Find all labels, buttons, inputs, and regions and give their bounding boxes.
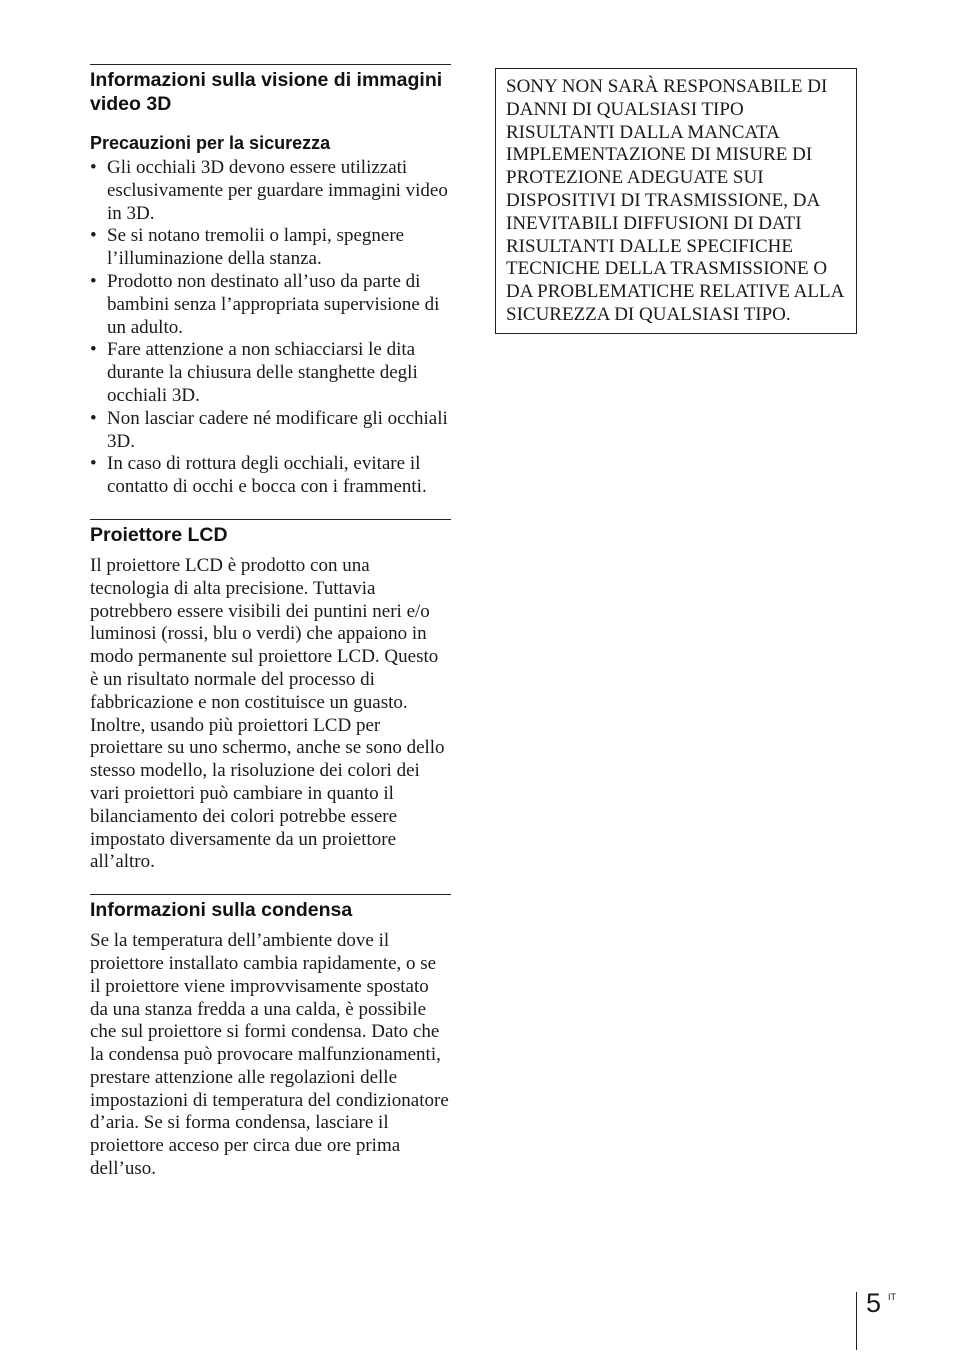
page-number: 5	[866, 1288, 882, 1318]
list-item: • Fare attenzione a non schiacciarsi le dita durante la chiusura delle stanghette degli occhiali 3D.	[90, 339, 451, 407]
section-condensation-body: Se la temperatura dell’ambiente dove il proiettore installato cambia rapidamente, o se il proiettore viene improvvisamente spostato da una stanza fredda a una calda, è possibile che sul proiettore si formi condensa. Dato che la condensa può provocare malfunzionamenti, prestare attenzione alle regolazioni delle impostazioni di temperatura del condizionatore d’aria. Se si forma condensa, lasciare il proiettore acceso per circa due ore prima dell’uso.	[90, 930, 449, 1180]
list-item: • Prodotto non destinato all’uso da parte di bambini senza l’appropriata supervisione di un adulto.	[90, 271, 451, 339]
list-item: • Non lasciar cadere né modificare gli occhiali 3D.	[90, 408, 451, 454]
left-column	[90, 64, 451, 1181]
list-item: • In caso di rottura degli occhiali, evitare il contatto di occhi e bocca con i frammenti.	[90, 453, 451, 499]
section-condensation-title: Informazioni sulla condensa	[90, 899, 353, 922]
section-lcd-projector	[90, 519, 451, 874]
section-lcd-title: Proiettore LCD	[90, 523, 228, 546]
section-3d-title: Informazioni sulla visione di immagini video 3D	[90, 69, 443, 115]
section-lcd-body: Il proiettore LCD è prodotto con una tecnologia di alta precisione. Tuttavia potrebbero essere visibili dei puntini neri e/o luminosi (rossi, blu o verdi) che appaiono in modo permanente sul proiettore LCD. Questo è un risultato normale del processo di fabbricazione e non costituisce un guasto. Inoltre, usando più proiettori LCD per proiettare su uno schermo, anche se sono dello stesso modello, la risoluzione dei colori dei vari proiettori può cambiare in quanto il bilanciamento dei colori potrebbe essere impostato diversamente da un proiettore all’altro.	[90, 554, 445, 873]
liability-notice-box	[495, 68, 857, 334]
list-item: • Gli occhiali 3D devono essere utilizzati esclusivamente per guardare immagini video in 3D.	[90, 157, 451, 225]
list-item: • Se si notano tremolii o lampi, spegnere l’illuminazione della stanza.	[90, 225, 451, 271]
liability-notice-text: SONY NON SARÀ RESPONSABILE DI DANNI DI QUALSIASI TIPO RISULTANTI DALLA MANCATA IMPLEMENTAZIONE DI MISURE DI PROTEZIONE ADEGUATE SUI DISPOSITIVI DI TRASMISSIONE, DA INEVITABILI DIFFUSIONI DI DATI RISULTANTI DALLE SPECIFICHE TECNICHE DELLA TRASMISSIONE O DA PROBLEMATICHE RELATIVE ALLA SICUREZZA DI QUALSIASI TIPO.	[506, 76, 844, 325]
section-3d-viewing	[90, 64, 451, 499]
safety-precautions-subtitle: Precauzioni per la sicurezza	[90, 133, 331, 153]
page-number-divider	[856, 1292, 857, 1350]
page-language-code: IT	[888, 1292, 896, 1302]
safety-bullet-list	[90, 157, 451, 499]
section-condensation	[90, 894, 451, 1181]
